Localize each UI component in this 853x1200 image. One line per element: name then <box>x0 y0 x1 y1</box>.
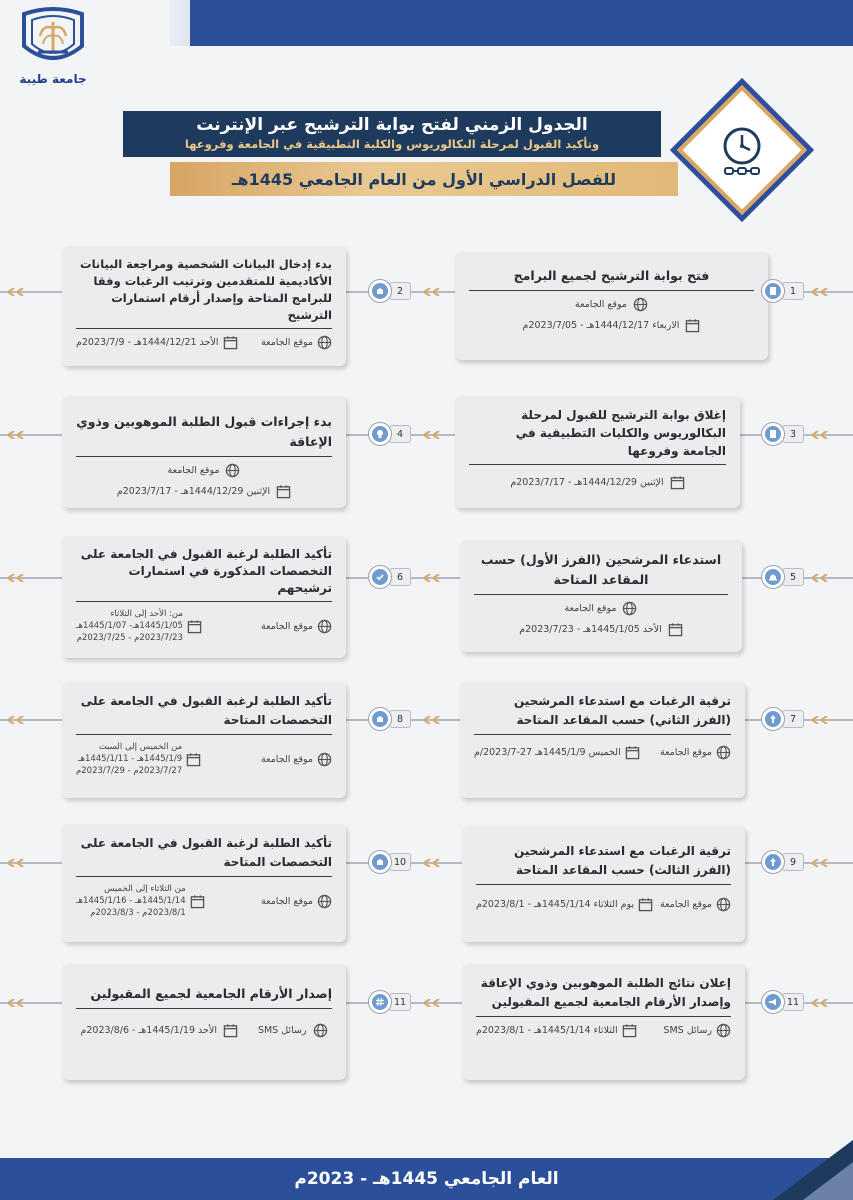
step-location-label: موقع الجامعة <box>261 620 313 632</box>
step-badge <box>755 707 785 731</box>
step-title: تأكيد الطلبة لرغبة القبول في الجامعة على التخصصات المتاحة <box>76 834 332 877</box>
step-location-label: موقع الجامعة <box>261 753 313 765</box>
step-date-range <box>76 741 182 777</box>
step-date-label: الخميس 1445/1/9هـ 27-2023/7/م <box>474 747 621 758</box>
calendar-icon <box>622 1023 637 1038</box>
step-number-tab: 8 <box>389 710 411 728</box>
step-location <box>469 297 754 312</box>
door-icon <box>768 429 778 439</box>
timeline-arrow-icon <box>433 574 447 582</box>
upgrade-icon <box>768 714 778 724</box>
step-badge <box>755 422 785 446</box>
step-date-line: 1445/1/14هـ - 1445/1/16هـ <box>76 896 186 906</box>
step-title: إصدار الأرقام الجامعية لجميع المقبولين <box>76 984 332 1009</box>
step-title: بدء إدخال البيانات الشخصية ومراجعة البيانات الأكاديمية للمتقدمين وترتيب الرغبات وفقا للبرامج المتاحة وإصدار أرقام استمارات الترشيح <box>76 256 332 329</box>
step-location <box>474 601 728 616</box>
step-card-9 <box>462 826 745 942</box>
step-number-tab: 7 <box>782 710 804 728</box>
step-meta <box>76 608 332 644</box>
timeline-arrow-icon <box>17 716 31 724</box>
step-location <box>76 463 332 478</box>
step-badge <box>362 565 392 589</box>
calendar-icon <box>223 1023 238 1038</box>
step-number-tab: 2 <box>389 282 411 300</box>
calendar-icon <box>276 484 291 499</box>
header-title-box <box>123 111 661 157</box>
timeline-arrow-icon <box>821 999 835 1007</box>
step-card-10 <box>62 824 346 942</box>
step-location-label: موقع الجامعة <box>575 299 627 310</box>
step-badge <box>755 565 785 589</box>
megaphone-icon <box>768 997 778 1007</box>
step-date <box>76 484 332 499</box>
step-number-tab: 4 <box>389 425 411 443</box>
timeline-arrow-icon <box>433 288 447 296</box>
step-number-tab: 6 <box>389 568 411 586</box>
step-number-tab: 11 <box>389 993 411 1011</box>
step-title: بدء إجراءات قبول الطلبة الموهوبين وذوي الإعاقة <box>76 412 332 457</box>
hand-icon <box>375 286 385 296</box>
page-subtitle: وتأكيد القبول لمرحلة البكالوريوس والكلية التطبيقية في الجامعة وفروعها <box>184 137 600 151</box>
lightbulb-icon <box>375 429 385 439</box>
step-location-label: رسائل SMS <box>663 1025 712 1036</box>
step-card-7 <box>460 682 745 798</box>
globe-icon <box>633 297 648 312</box>
calendar-icon <box>625 745 640 760</box>
timeline-arrow-icon <box>821 431 835 439</box>
step-location-label: موقع الجامعة <box>660 899 712 910</box>
globe-icon <box>716 897 731 912</box>
step-number-tab: 5 <box>782 568 804 586</box>
hand-icon <box>375 857 385 867</box>
globe-icon <box>317 752 332 767</box>
footer-academic-year: العام الجامعي 1445هـ - 2023م <box>294 1169 559 1189</box>
calendar-icon <box>668 622 683 637</box>
step-date-label: الأحد 1445/1/05هـ - 2023/7/23م <box>519 624 662 635</box>
step-date-line: 1445/1/05هـ- 1445/1/07هـ <box>76 621 183 631</box>
hand-icon <box>375 714 385 724</box>
step-date-label: الثلاثاء 1445/1/14هـ - 2023/8/1م <box>476 1025 618 1036</box>
step-title: ترقية الرغبات مع استدعاء المرشحين (الفرز الثالث) حسب المقاعد المتاحة <box>476 842 731 885</box>
timeline-arrow-icon <box>17 859 31 867</box>
step-card-5 <box>460 540 742 652</box>
step-date-label: الأحد 1444/12/21هـ - 2023/7/9م <box>76 337 219 348</box>
timeline-arrow-icon <box>433 716 447 724</box>
timeline-arrow-icon <box>433 859 447 867</box>
step-card-4 <box>62 396 346 508</box>
step-badge <box>755 990 785 1014</box>
timeline-arrow-icon <box>17 288 31 296</box>
step-date-line: من الخميس إلى السبت <box>98 742 183 752</box>
step-number-tab: 10 <box>389 853 411 871</box>
timeline-arrow-icon <box>821 859 835 867</box>
page-title: الجدول الزمني لفتح بوابة الترشيح عبر الإنترنت <box>196 115 588 135</box>
timeline-arrow-icon <box>17 999 31 1007</box>
step-meta <box>474 745 731 760</box>
step-title: فتح بوابة الترشيح لجميع البرامج <box>469 266 754 291</box>
calendar-icon <box>186 752 201 767</box>
step-title: إغلاق بوابة الترشيح للقبول لمرحلة البكالوريوس والكليات التطبيقية في الجامعة وفروعها <box>469 406 726 465</box>
step-title: ترقية الرغبات مع استدعاء المرشحين (الفرز الثاني) حسب المقاعد المتاحة <box>474 692 731 735</box>
step-date-range <box>76 883 186 919</box>
step-badge <box>362 990 392 1014</box>
step-meta <box>476 897 731 912</box>
calendar-icon <box>187 619 202 634</box>
step-badge <box>362 850 392 874</box>
step-meta <box>476 1023 731 1038</box>
university-emblem-icon <box>18 6 88 70</box>
timeline-arrow-icon <box>17 574 31 582</box>
step-title: إعلان نتائج الطلبة الموهوبين وذوي الإعاقة وإصدار الأرقام الجامعية لجميع المقبولين <box>476 974 731 1017</box>
door-icon <box>768 286 778 296</box>
timeline-arrow-icon <box>433 431 447 439</box>
step-number-tab: 11 <box>782 993 804 1011</box>
step-title: تأكيد الطلبة لرغبة القبول في الجامعة على التخصصات المتاحة <box>76 692 332 735</box>
step-date-label: الإثنين 1444/12/29هـ - 2023/7/17م <box>510 477 664 488</box>
step-card-6 <box>62 536 346 658</box>
step-date-line: من: الأحد إلى الثلاثاء <box>110 609 183 619</box>
globe-icon <box>317 894 332 909</box>
step-badge <box>755 279 785 303</box>
step-meta <box>76 335 332 350</box>
step-date <box>474 622 728 637</box>
step-badge <box>362 279 392 303</box>
step-date-line: 1445/1/9هـ - 1445/1/11هـ <box>77 754 183 764</box>
university-name: جامعة طيبة <box>19 72 87 86</box>
step-date-line: 2023/8/1م - 2023/8/3م <box>90 908 186 918</box>
globe-icon <box>225 463 240 478</box>
step-location-label: موقع الجامعة <box>660 747 712 758</box>
step-date-line: 2023/7/23م - 2023/7/25م <box>76 633 183 643</box>
step-date <box>469 475 726 490</box>
step-number-tab: 9 <box>782 853 804 871</box>
bell-icon <box>768 572 778 582</box>
globe-icon <box>716 1023 731 1038</box>
timeline-arrow-icon <box>433 999 447 1007</box>
step-card-8 <box>62 682 346 798</box>
step-date-label: الاربعاء 1444/12/17هـ - 2023/7/05م <box>522 320 680 331</box>
footer-bar <box>0 1158 853 1200</box>
step-date-range <box>76 608 183 644</box>
calendar-icon <box>670 475 685 490</box>
step-title: استدعاء المرشحين (الفرز الأول) حسب المقاعد المتاحة <box>474 550 728 595</box>
hashtag-icon <box>375 997 385 1007</box>
globe-icon <box>313 1023 328 1038</box>
calendar-icon <box>190 894 205 909</box>
globe-icon <box>716 745 731 760</box>
footer-corner-decoration <box>733 1140 853 1200</box>
step-number-tab: 3 <box>782 425 804 443</box>
step-card-2 <box>62 246 346 366</box>
step-badge <box>362 422 392 446</box>
calendar-icon <box>685 318 700 333</box>
step-location-label: رسائل SMS <box>257 1025 307 1036</box>
timeline-arrow-icon <box>821 716 835 724</box>
calendar-icon <box>638 897 653 912</box>
step-location-label: موقع الجامعة <box>261 895 313 907</box>
step-location-label: موقع الجامعة <box>167 465 220 476</box>
university-logo <box>14 6 92 98</box>
clock-icon <box>712 120 772 180</box>
step-card-11 <box>462 964 745 1080</box>
timeline-arrow-icon <box>821 288 835 296</box>
step-location-label: موقع الجامعة <box>564 603 617 614</box>
step-date-line: 2023/7/27م - 2023/7/29م <box>76 766 183 776</box>
step-card-1 <box>455 252 768 360</box>
check-icon <box>375 572 385 582</box>
step-date <box>469 318 754 333</box>
calendar-icon <box>223 335 238 350</box>
step-meta <box>76 883 332 919</box>
step-card-3 <box>455 396 740 508</box>
step-number-tab: 1 <box>782 282 804 300</box>
semester-banner: للفصل الدراسي الأول من العام الجامعي 1445هـ <box>170 162 678 196</box>
globe-icon <box>622 601 637 616</box>
step-date-label: الأحد 1445/1/19هـ - 2023/8/6م <box>80 1025 217 1036</box>
step-title: تأكيد الطلبة لرغبة القبول في الجامعة على التخصصات المذكورة في استمارات ترشيحهم <box>76 546 332 602</box>
step-meta <box>76 741 332 777</box>
step-badge <box>362 707 392 731</box>
upgrade-icon <box>768 857 778 867</box>
step-date-label: الإثنين 1444/12/29هـ - 2023/7/17م <box>116 486 271 497</box>
step-date-line: من الثلاثاء إلى الخميس <box>104 884 186 894</box>
step-location-label: موقع الجامعة <box>261 337 313 348</box>
step-meta <box>76 1023 332 1038</box>
step-card-12 <box>62 964 346 1080</box>
globe-icon <box>317 619 332 634</box>
timeline-arrow-icon <box>821 574 835 582</box>
globe-icon <box>317 335 332 350</box>
step-badge <box>755 850 785 874</box>
top-color-band <box>190 0 853 46</box>
step-date-label: يوم الثلاثاء 1445/1/14هـ - 2023/8/1م <box>476 899 635 910</box>
timeline-arrow-icon <box>17 431 31 439</box>
